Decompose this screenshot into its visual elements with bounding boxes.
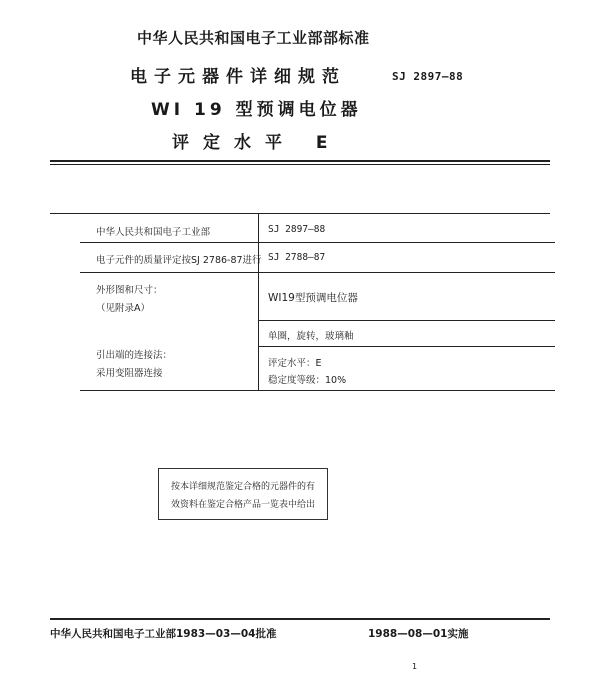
note-line-2: 效资料在鉴定合格产品一览表中给出 [171, 500, 316, 510]
document-title-line1: 电子元器件详细规范 [130, 67, 346, 87]
table-column-divider [258, 213, 259, 390]
note-box [158, 468, 328, 520]
standard-code: SJ 2897—88 [392, 70, 464, 83]
table-top-border [50, 213, 550, 214]
ministry-standard-heading: 中华人民共和国电子工业部部标准 [137, 29, 370, 47]
table-bottom-border [80, 390, 555, 391]
title-divider-bottom [50, 164, 550, 165]
outline-reference-cell: （见附录A） [96, 303, 150, 314]
stability-grade-cell: 稳定度等级：10% [268, 375, 347, 386]
title-divider-top [50, 160, 550, 162]
footer-divider [50, 618, 550, 620]
terminal-label-cell: 引出端的连接法： [96, 350, 173, 361]
issuer-cell: 中华人民共和国电子工业部 [96, 227, 211, 238]
document-title-line2: WI 19 型预调电位器 [151, 100, 362, 120]
note-line-1: 按本详细规范鉴定合格的元器件的有 [171, 482, 316, 492]
table-row-divider-3 [258, 320, 555, 321]
spec-code-cell: SJ 2897—88 [268, 224, 326, 235]
document-title-line3: 评定水平 E [172, 133, 342, 153]
table-row-divider-4 [258, 346, 555, 347]
table-row-divider-1 [80, 242, 555, 243]
terminal-value-cell: 采用变阻器连接 [96, 368, 163, 379]
page-number: 1 [412, 662, 418, 671]
quality-assessment-cell: 电子元件的质量评定按SJ 2786-87进行 [96, 255, 262, 266]
description-cell: 单圈，旋转，玻璃釉 [268, 331, 354, 342]
outline-label-cell: 外形图和尺寸： [96, 285, 163, 296]
sectional-spec-cell: SJ 2788—87 [268, 252, 326, 263]
assessment-level-cell: 评定水平：E [268, 358, 322, 369]
table-row-divider-2 [80, 272, 555, 273]
implementation-date: 1988—08—01实施 [368, 628, 469, 640]
approval-line: 中华人民共和国电子工业部1983—03—04批准 [50, 628, 277, 640]
product-name-cell: WI19型预调电位器 [268, 292, 358, 304]
